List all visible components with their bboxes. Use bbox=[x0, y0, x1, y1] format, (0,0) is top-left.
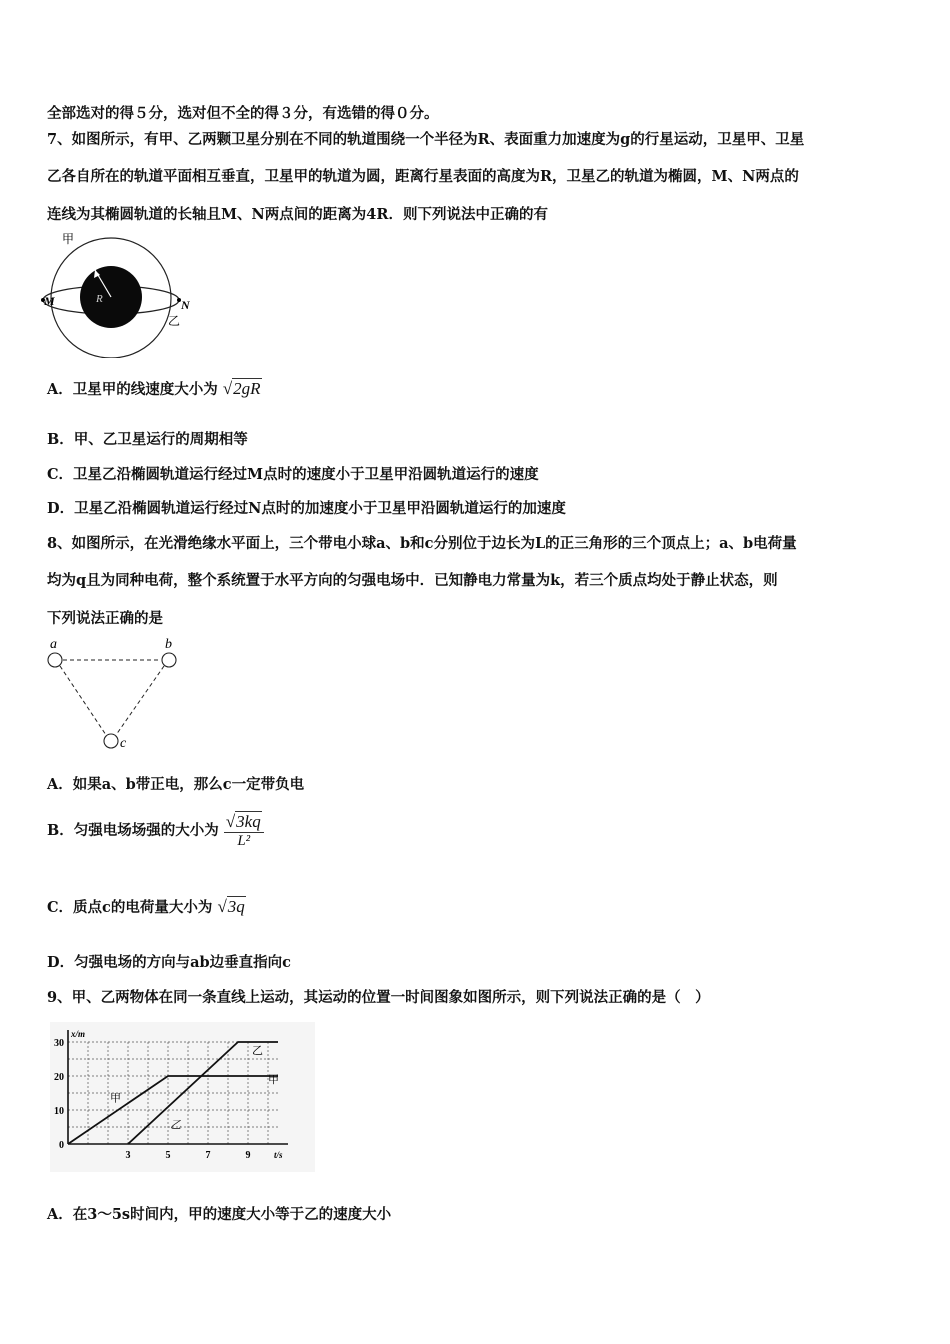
ball-a bbox=[48, 653, 62, 667]
series-label-jia: 甲 bbox=[268, 1073, 279, 1086]
q7-stem-line1: 7、如图所示，有甲、乙两颗卫星分别在不同的轨道围绕一个半径为R、表面重力加速度为g的行星运动，卫星甲、卫星 bbox=[47, 131, 805, 148]
q9-option-a[interactable]: A．在3～5s时间内，甲的速度大小等于乙的速度大小 bbox=[47, 1206, 392, 1223]
label-b: b bbox=[165, 637, 172, 652]
instruction-text: 全部选对的得５分，选对但不全的得３分，有选错的得０分。 bbox=[47, 105, 439, 122]
y-tick-label: 10 bbox=[54, 1106, 64, 1117]
q7-orbit-figure bbox=[40, 228, 205, 358]
series-label-yi: 乙 bbox=[252, 1044, 263, 1057]
q8-triangle-figure bbox=[40, 633, 190, 758]
q8-option-a[interactable]: A．如果a、b带正电，那么c一定带负电 bbox=[47, 776, 305, 793]
q7-option-a[interactable] bbox=[47, 378, 262, 399]
q8-option-b[interactable] bbox=[47, 812, 264, 850]
q8-stem-line2: 均为q且为同种电荷，整个系统置于水平方向的匀强电场中．已知静电力常量为k，若三个质点均处于静止状态，则 bbox=[47, 572, 778, 589]
label-jia: 甲 bbox=[62, 232, 75, 246]
q8-stem-line3: 下列说法正确的是 bbox=[47, 610, 163, 627]
q8-option-c-text: C．质点c的电荷量大小为 bbox=[47, 899, 213, 916]
q9-position-time-chart bbox=[50, 1022, 315, 1172]
q7-option-c[interactable]: C．卫星乙沿椭圆轨道运行经过M点时的速度小于卫星甲沿圆轨道运行的速度 bbox=[47, 466, 539, 483]
q9-stem-line1: 9、甲、乙两物体在同一条直线上运动，其运动的位置一时间图象如图所示，则下列说法正确的是（ ） bbox=[47, 989, 710, 1006]
sqrt-expression: √3q bbox=[217, 897, 245, 916]
label-N: N bbox=[181, 298, 190, 312]
x-tick-label: 5 bbox=[165, 1150, 171, 1161]
series-label-yi: 乙 bbox=[170, 1119, 181, 1132]
y-tick-label: 20 bbox=[54, 1072, 64, 1083]
ball-b bbox=[162, 653, 176, 667]
q8-option-c[interactable] bbox=[47, 896, 246, 917]
q7-stem-line2: 乙各自所在的轨道平面相互垂直，卫星甲的轨道为圆，距离行星表面的高度为R，卫星乙的轨道为椭圆，M、N两点的 bbox=[47, 168, 799, 185]
label-yi: 乙 bbox=[168, 314, 181, 328]
q7-stem-line3: 连线为其椭圆轨道的长轴且M、N两点间的距离为4R．则下列说法中正确的有 bbox=[47, 206, 548, 223]
series-label-jia: 甲 bbox=[110, 1092, 121, 1105]
label-c: c bbox=[120, 736, 127, 751]
q8-option-b-text: B．匀强电场场强的大小为 bbox=[47, 822, 219, 839]
x-axis-label: t/s bbox=[274, 1150, 283, 1160]
edge-bc bbox=[116, 666, 164, 735]
label-R: R bbox=[96, 293, 103, 305]
q7-option-b[interactable]: B．甲、乙卫星运行的周期相等 bbox=[47, 431, 248, 448]
x-tick-label: 9 bbox=[245, 1150, 251, 1161]
y-tick-label: 30 bbox=[54, 1038, 64, 1049]
y-axis-label: x/m bbox=[71, 1029, 86, 1039]
q8-option-d[interactable]: D．匀强电场的方向与ab边垂直指向c bbox=[47, 954, 291, 971]
x-tick-label: 3 bbox=[125, 1150, 131, 1161]
y-tick-label: 0 bbox=[59, 1140, 64, 1151]
edge-ac bbox=[60, 666, 106, 735]
q7-option-d[interactable]: D．卫星乙沿椭圆轨道运行经过N点时的加速度小于卫星甲沿圆轨道运行的加速度 bbox=[47, 500, 566, 517]
label-M: M bbox=[44, 294, 55, 308]
q7-option-a-text: A．卫星甲的线速度大小为 bbox=[47, 381, 218, 398]
x-tick-label: 7 bbox=[205, 1150, 211, 1161]
label-a: a bbox=[50, 637, 57, 652]
q8-stem-line1: 8、如图所示，在光滑绝缘水平面上，三个带电小球a、b和c分别位于边长为L的正三角形的三个顶点上；a、b电荷量 bbox=[47, 535, 797, 552]
sqrt-expression: √2gR bbox=[222, 379, 261, 398]
ball-c bbox=[104, 734, 118, 748]
fraction-expression: $\frac{√3kq}{\text{L²}}$ bbox=[224, 812, 264, 850]
